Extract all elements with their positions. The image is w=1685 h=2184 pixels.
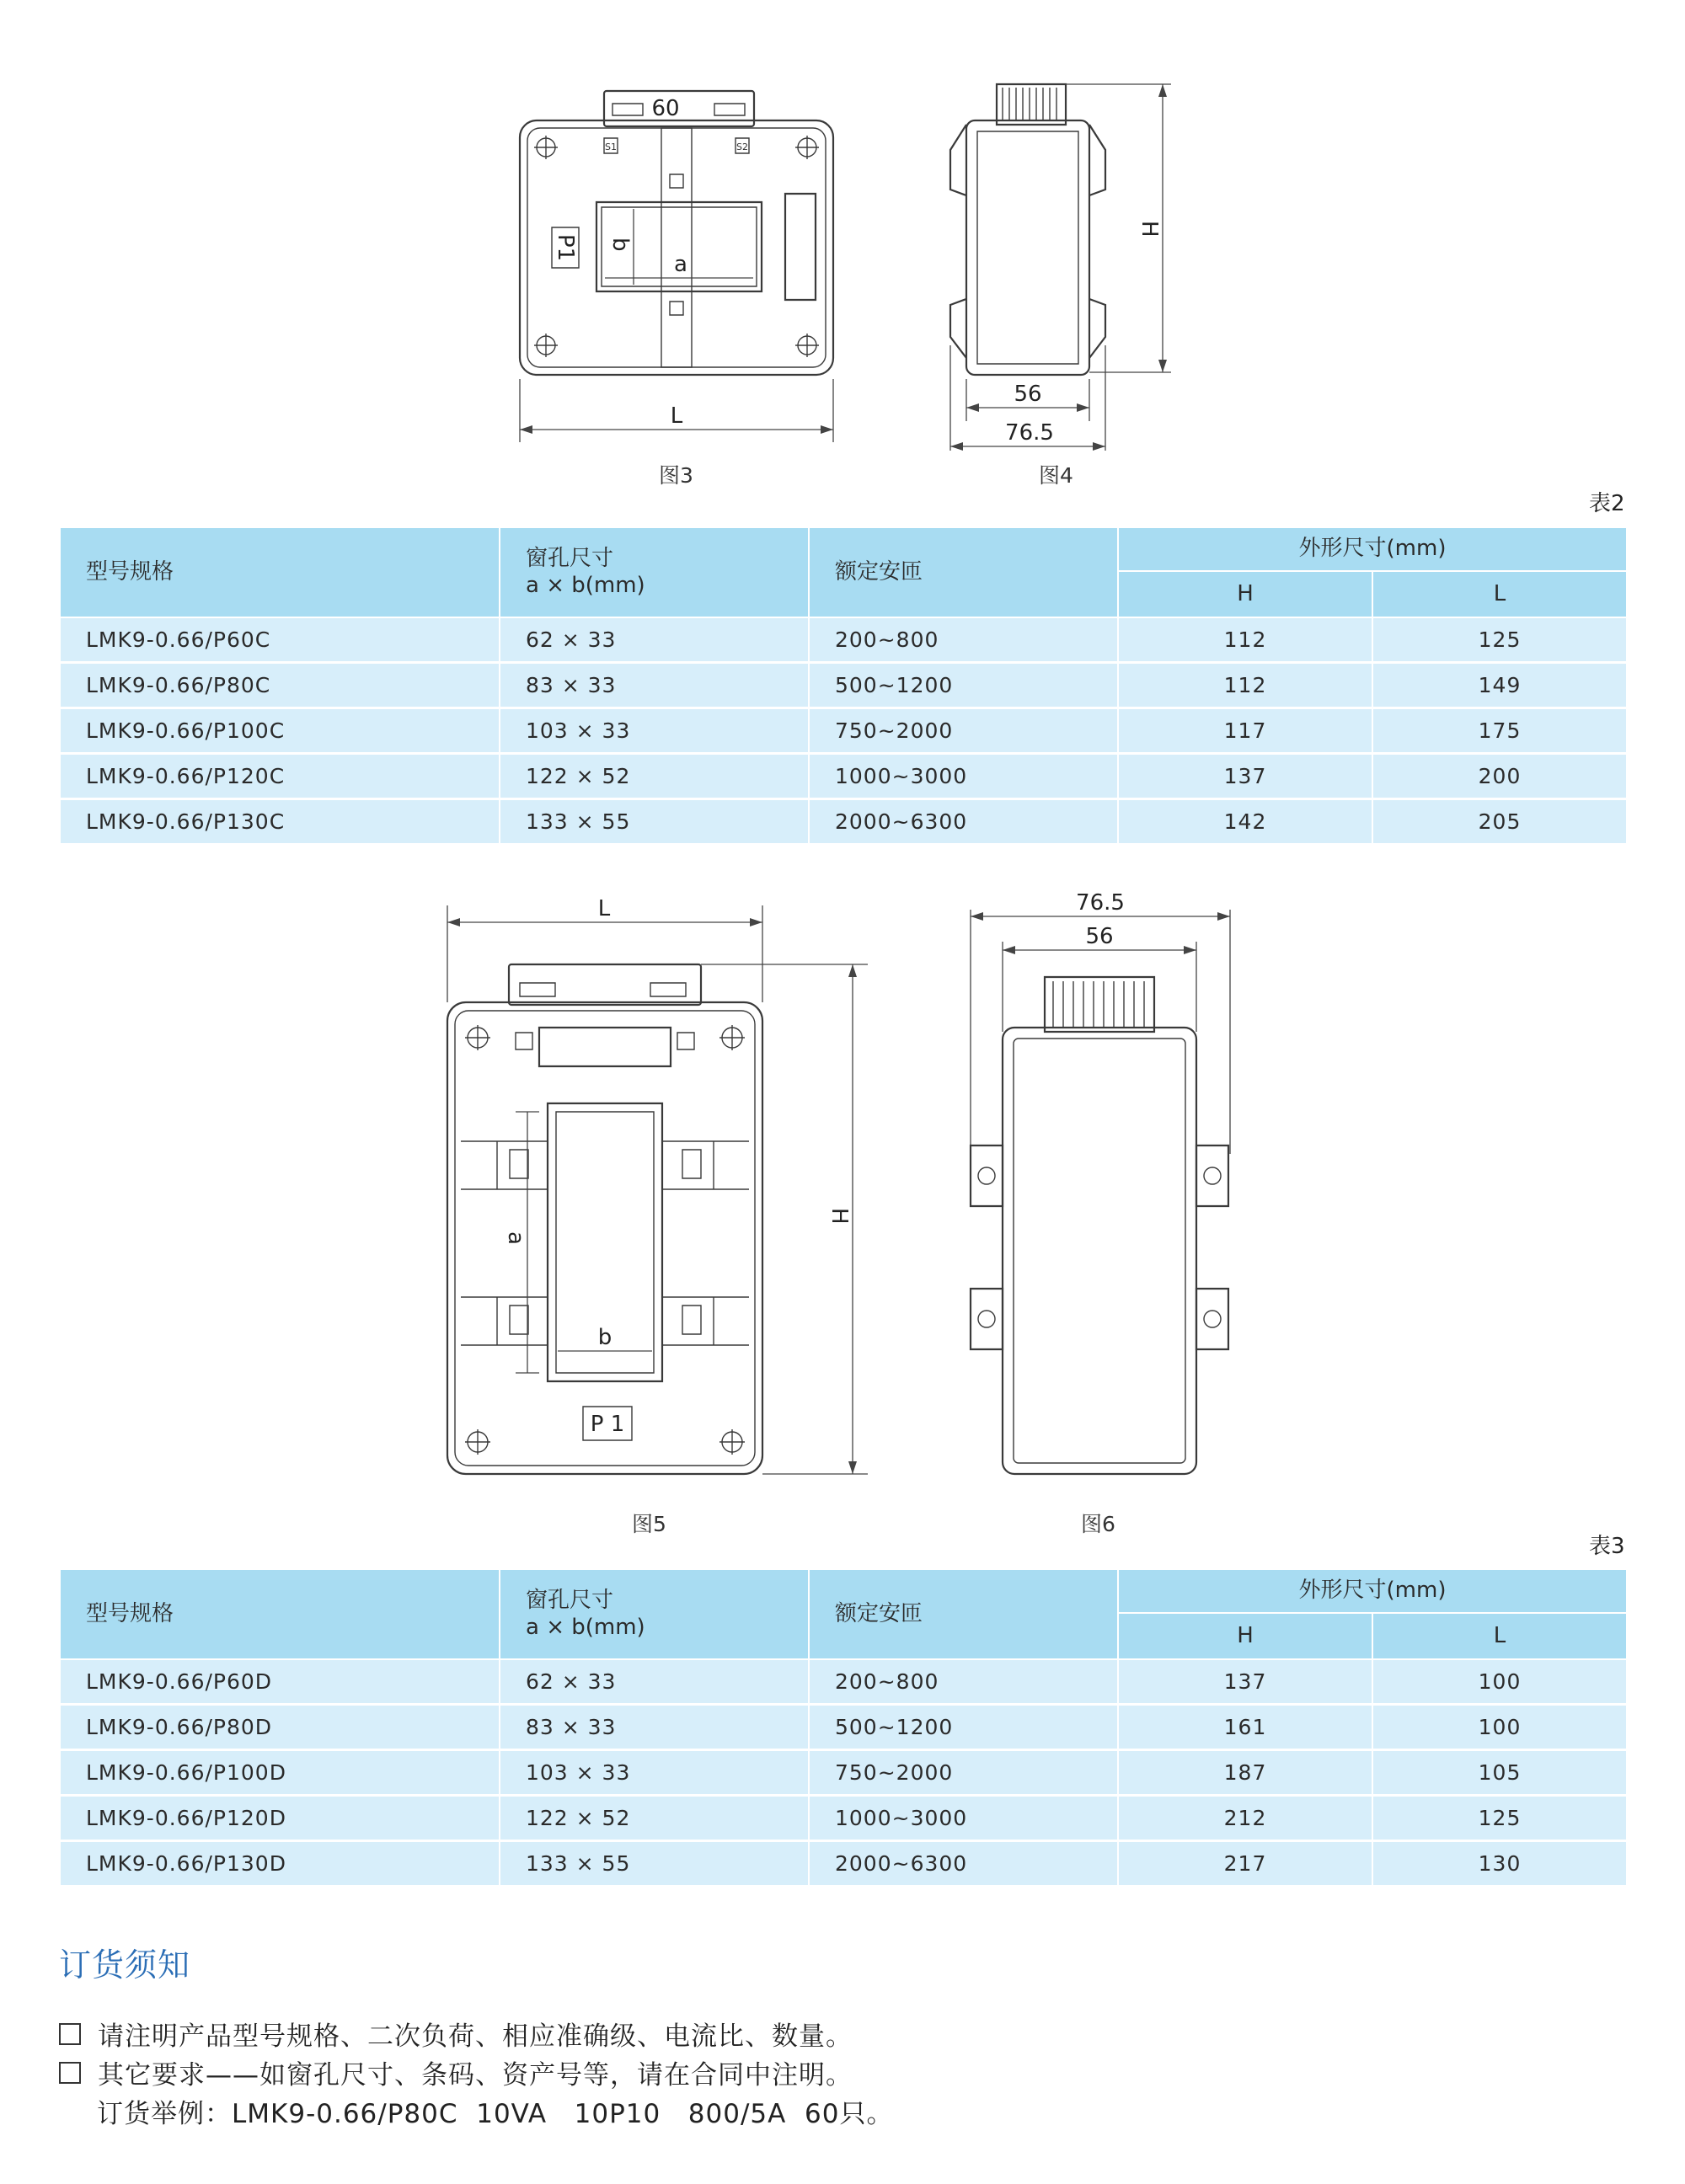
t3-l-cell: 130 [1372,1841,1627,1887]
table-row [60,708,1627,754]
t2-window-cell: 62 × 33 [500,617,809,663]
t2-model-cell: LMK9-0.66/P100C [60,708,500,754]
t3-model-cell: LMK9-0.66/P130D [60,1841,500,1887]
table-row [60,754,1627,799]
figure-4-caption: 图4 [1039,463,1073,488]
note-item [59,2053,853,2091]
fig5-a-label: a [503,1231,528,1245]
t3-header-model: 型号规格 [60,1569,500,1659]
t3-current-cell: 500~1200 [809,1705,1118,1750]
t3-current-cell: 750~2000 [809,1750,1118,1796]
figure-4-drawing [939,76,1192,451]
figure-5-caption: 图5 [632,1512,666,1536]
t3-l-cell: 100 [1372,1705,1627,1750]
t2-header-model: 型号规格 [60,527,500,617]
t2-header-window-title: 窗孔尺寸 [526,546,614,572]
t3-l-cell: 125 [1372,1796,1627,1841]
note-item-text: 其它要求——如窗孔尺寸、条码、资产号等，请在合同中注明。 [98,2060,853,2091]
t2-window-cell: 83 × 33 [500,663,809,708]
t2-header-outline: 外形尺寸(mm) [1118,527,1627,571]
t2-model-cell: LMK9-0.66/P130C [60,799,500,845]
figure-3-drawing [506,80,859,451]
t3-header-l: L [1372,1613,1627,1659]
order-example: 订货举例：LMK9-0.66/P80C 10VA 10P10 800/5A 60只。 [97,2099,894,2129]
t3-h-cell: 161 [1118,1705,1372,1750]
t3-current-cell: 1000~3000 [809,1796,1118,1841]
fig3-l-label: L [670,403,683,429]
checkbox-icon [59,2023,81,2045]
t2-model-cell: LMK9-0.66/P60C [60,617,500,663]
fig3-s2-mark: S2 [736,142,748,152]
figure-6-caption: 图6 [1081,1512,1115,1536]
fig6-56-label: 56 [1085,924,1114,949]
table-row [60,1659,1627,1705]
fig4-56-label: 56 [1014,382,1042,407]
t2-h-cell: 112 [1118,617,1372,663]
table-row [60,617,1627,663]
t3-header-window-title: 窗孔尺寸 [526,1588,614,1614]
t3-header-window-unit: a × b(mm) [526,1614,645,1640]
t2-current-cell: 750~2000 [809,708,1118,754]
t3-current-cell: 2000~6300 [809,1841,1118,1887]
t2-l-cell: 125 [1372,617,1627,663]
table-row [60,1705,1627,1750]
t2-current-cell: 2000~6300 [809,799,1118,845]
table-2 [59,526,1628,846]
table-row [60,1841,1627,1887]
t2-window-cell: 103 × 33 [500,708,809,754]
t3-l-cell: 105 [1372,1750,1627,1796]
note-item [59,2015,853,2053]
table-row [60,1796,1627,1841]
table-3 [59,1568,1628,1888]
t3-model-cell: LMK9-0.66/P100D [60,1750,500,1796]
t3-h-cell: 187 [1118,1750,1372,1796]
table-2-label: 表2 [1589,491,1625,516]
t2-l-cell: 200 [1372,754,1627,799]
t2-l-cell: 175 [1372,708,1627,754]
fig3-a-label: a [674,252,687,277]
t2-window-cell: 122 × 52 [500,754,809,799]
t3-header-outline: 外形尺寸(mm) [1118,1569,1627,1613]
t3-header-h: H [1118,1613,1372,1659]
table-3-label: 表3 [1589,1534,1625,1559]
t3-model-cell: LMK9-0.66/P60D [60,1659,500,1705]
t2-header-window [500,527,809,617]
t3-window-cell: 103 × 33 [500,1750,809,1796]
fig3-s1-mark: S1 [605,142,617,152]
note-item-text: 请注明产品型号规格、二次负荷、相应准确级、电流比、数量。 [98,2021,853,2052]
t3-window-cell: 83 × 33 [500,1705,809,1750]
fig3-b-label: b [607,238,633,252]
t3-l-cell: 100 [1372,1659,1627,1705]
fig5-b-label: b [597,1325,612,1350]
figure-3-caption: 图3 [659,463,693,488]
t2-model-cell: LMK9-0.66/P120C [60,754,500,799]
t2-model-cell: LMK9-0.66/P80C [60,663,500,708]
table-row [60,799,1627,845]
t3-header-current: 额定安匝 [809,1569,1118,1659]
t3-window-cell: 122 × 52 [500,1796,809,1841]
t2-header-window-unit: a × b(mm) [526,572,645,598]
figure-6-drawing [960,889,1247,1495]
checkbox-icon [59,2062,81,2084]
fig3-p1-mark: P1 [553,234,578,262]
fig4-h-label: H [1137,221,1162,238]
t3-model-cell: LMK9-0.66/P120D [60,1796,500,1841]
t2-header-l: L [1372,571,1627,617]
t2-l-cell: 149 [1372,663,1627,708]
fig4-765-label: 76.5 [1005,420,1054,446]
fig5-p1-mark: P 1 [590,1412,625,1437]
t3-window-cell: 133 × 55 [500,1841,809,1887]
t3-h-cell: 137 [1118,1659,1372,1705]
figure-5-drawing [438,889,876,1495]
t2-h-cell: 142 [1118,799,1372,845]
t3-h-cell: 217 [1118,1841,1372,1887]
fig3-width-label: 60 [651,96,680,121]
t2-header-h: H [1118,571,1372,617]
t2-current-cell: 500~1200 [809,663,1118,708]
t2-h-cell: 112 [1118,663,1372,708]
t2-h-cell: 137 [1118,754,1372,799]
fig6-765-label: 76.5 [1076,890,1125,916]
table-row [60,663,1627,708]
t3-header-window [500,1569,809,1659]
ordering-notes-title: 订货须知 [59,1946,191,1984]
t3-current-cell: 200~800 [809,1659,1118,1705]
t2-h-cell: 117 [1118,708,1372,754]
fig5-l-label: L [597,896,611,921]
t2-header-current: 额定安匝 [809,527,1118,617]
table-row [60,1750,1627,1796]
t2-l-cell: 205 [1372,799,1627,845]
t3-window-cell: 62 × 33 [500,1659,809,1705]
t3-model-cell: LMK9-0.66/P80D [60,1705,500,1750]
t3-h-cell: 212 [1118,1796,1372,1841]
t2-current-cell: 1000~3000 [809,754,1118,799]
t2-window-cell: 133 × 55 [500,799,809,845]
fig5-h-label: H [826,1208,852,1225]
t2-current-cell: 200~800 [809,617,1118,663]
